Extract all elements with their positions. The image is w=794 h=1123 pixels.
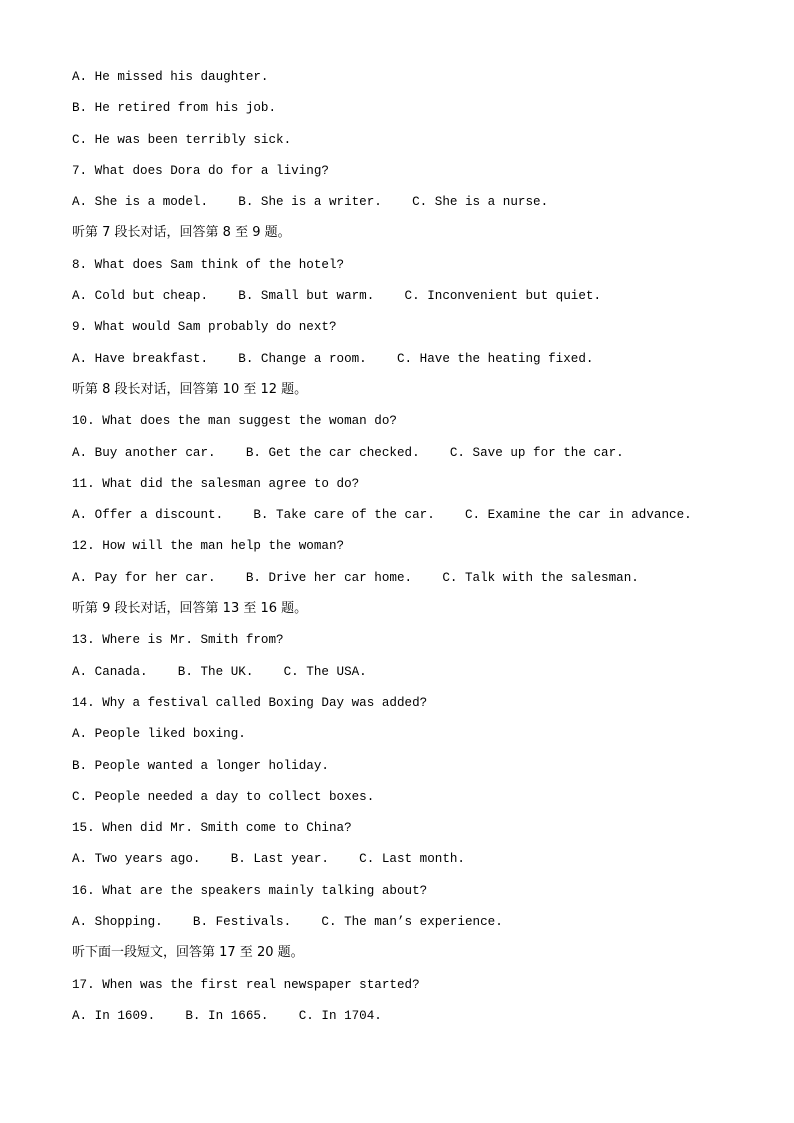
question-13: 13. Where is Mr. Smith from? xyxy=(72,633,284,648)
question-15: 15. When did Mr. Smith come to China? xyxy=(72,821,352,836)
option-line-q14-c: C. People needed a day to collect boxes. xyxy=(72,789,375,804)
question-17: 17. When was the first real newspaper started? xyxy=(72,977,420,992)
options-q9: A. Have breakfast. B. Change a room. C. Have the heating fixed. xyxy=(72,351,594,366)
section-instruction-9: 听第 9 段长对话，回答第 13 至 16 题。 xyxy=(72,601,308,617)
question-7: 7. What does Dora do for a living? xyxy=(72,163,329,178)
option-line-q6-c: C. He was been terribly sick. xyxy=(72,132,292,147)
section-instruction-7: 听第 7 段长对话，回答第 8 至 9 题。 xyxy=(72,225,291,241)
options-q8: A. Cold but cheap. B. Small but warm. C. Inconvenient but quiet. xyxy=(72,289,602,304)
question-10: 10. What does the man suggest the woman do? xyxy=(72,414,397,429)
options-q12: A. Pay for her car. B. Drive her car home. C. Talk with the salesman. xyxy=(72,570,639,585)
option-line-q14-b: B. People wanted a longer holiday. xyxy=(72,758,329,773)
option-line-q6-a: A. He missed his daughter. xyxy=(72,70,269,84)
question-12: 12. How will the man help the woman? xyxy=(72,539,345,554)
option-line-q14-a: A. People liked boxing. xyxy=(72,727,246,742)
options-q11: A. Offer a discount. B. Take care of the car. C. Examine the car in advance. xyxy=(72,508,692,523)
question-11: 11. What did the salesman agree to do? xyxy=(72,476,360,491)
options-q15: A. Two years ago. B. Last year. C. Last month. xyxy=(72,852,465,867)
options-q17: A. In 1609. B. In 1665. C. In 1704. xyxy=(72,1008,382,1023)
question-16: 16. What are the speakers mainly talking about? xyxy=(72,883,428,898)
question-8: 8. What does Sam think of the hotel? xyxy=(72,257,345,272)
options-q13: A. Canada. B. The UK. C. The USA. xyxy=(72,664,367,679)
question-9: 9. What would Sam probably do next? xyxy=(72,320,337,335)
option-line-q6-b: B. He retired from his job. xyxy=(72,101,277,116)
section-instruction-passage: 听下面一段短文，回答第 17 至 20 题。 xyxy=(72,945,304,961)
section-instruction-8: 听第 8 段长对话，回答第 10 至 12 题。 xyxy=(72,381,308,397)
options-q16: A. Shopping. B. Festivals. C. The man’s experience. xyxy=(72,915,503,930)
question-14: 14. Why a festival called Boxing Day was added? xyxy=(72,695,428,710)
options-q7: A. She is a model. B. She is a writer. C. She is a nurse. xyxy=(72,195,549,210)
document-page xyxy=(72,67,762,1037)
options-q10: A. Buy another car. B. Get the car checked. C. Save up for the car. xyxy=(72,445,624,460)
